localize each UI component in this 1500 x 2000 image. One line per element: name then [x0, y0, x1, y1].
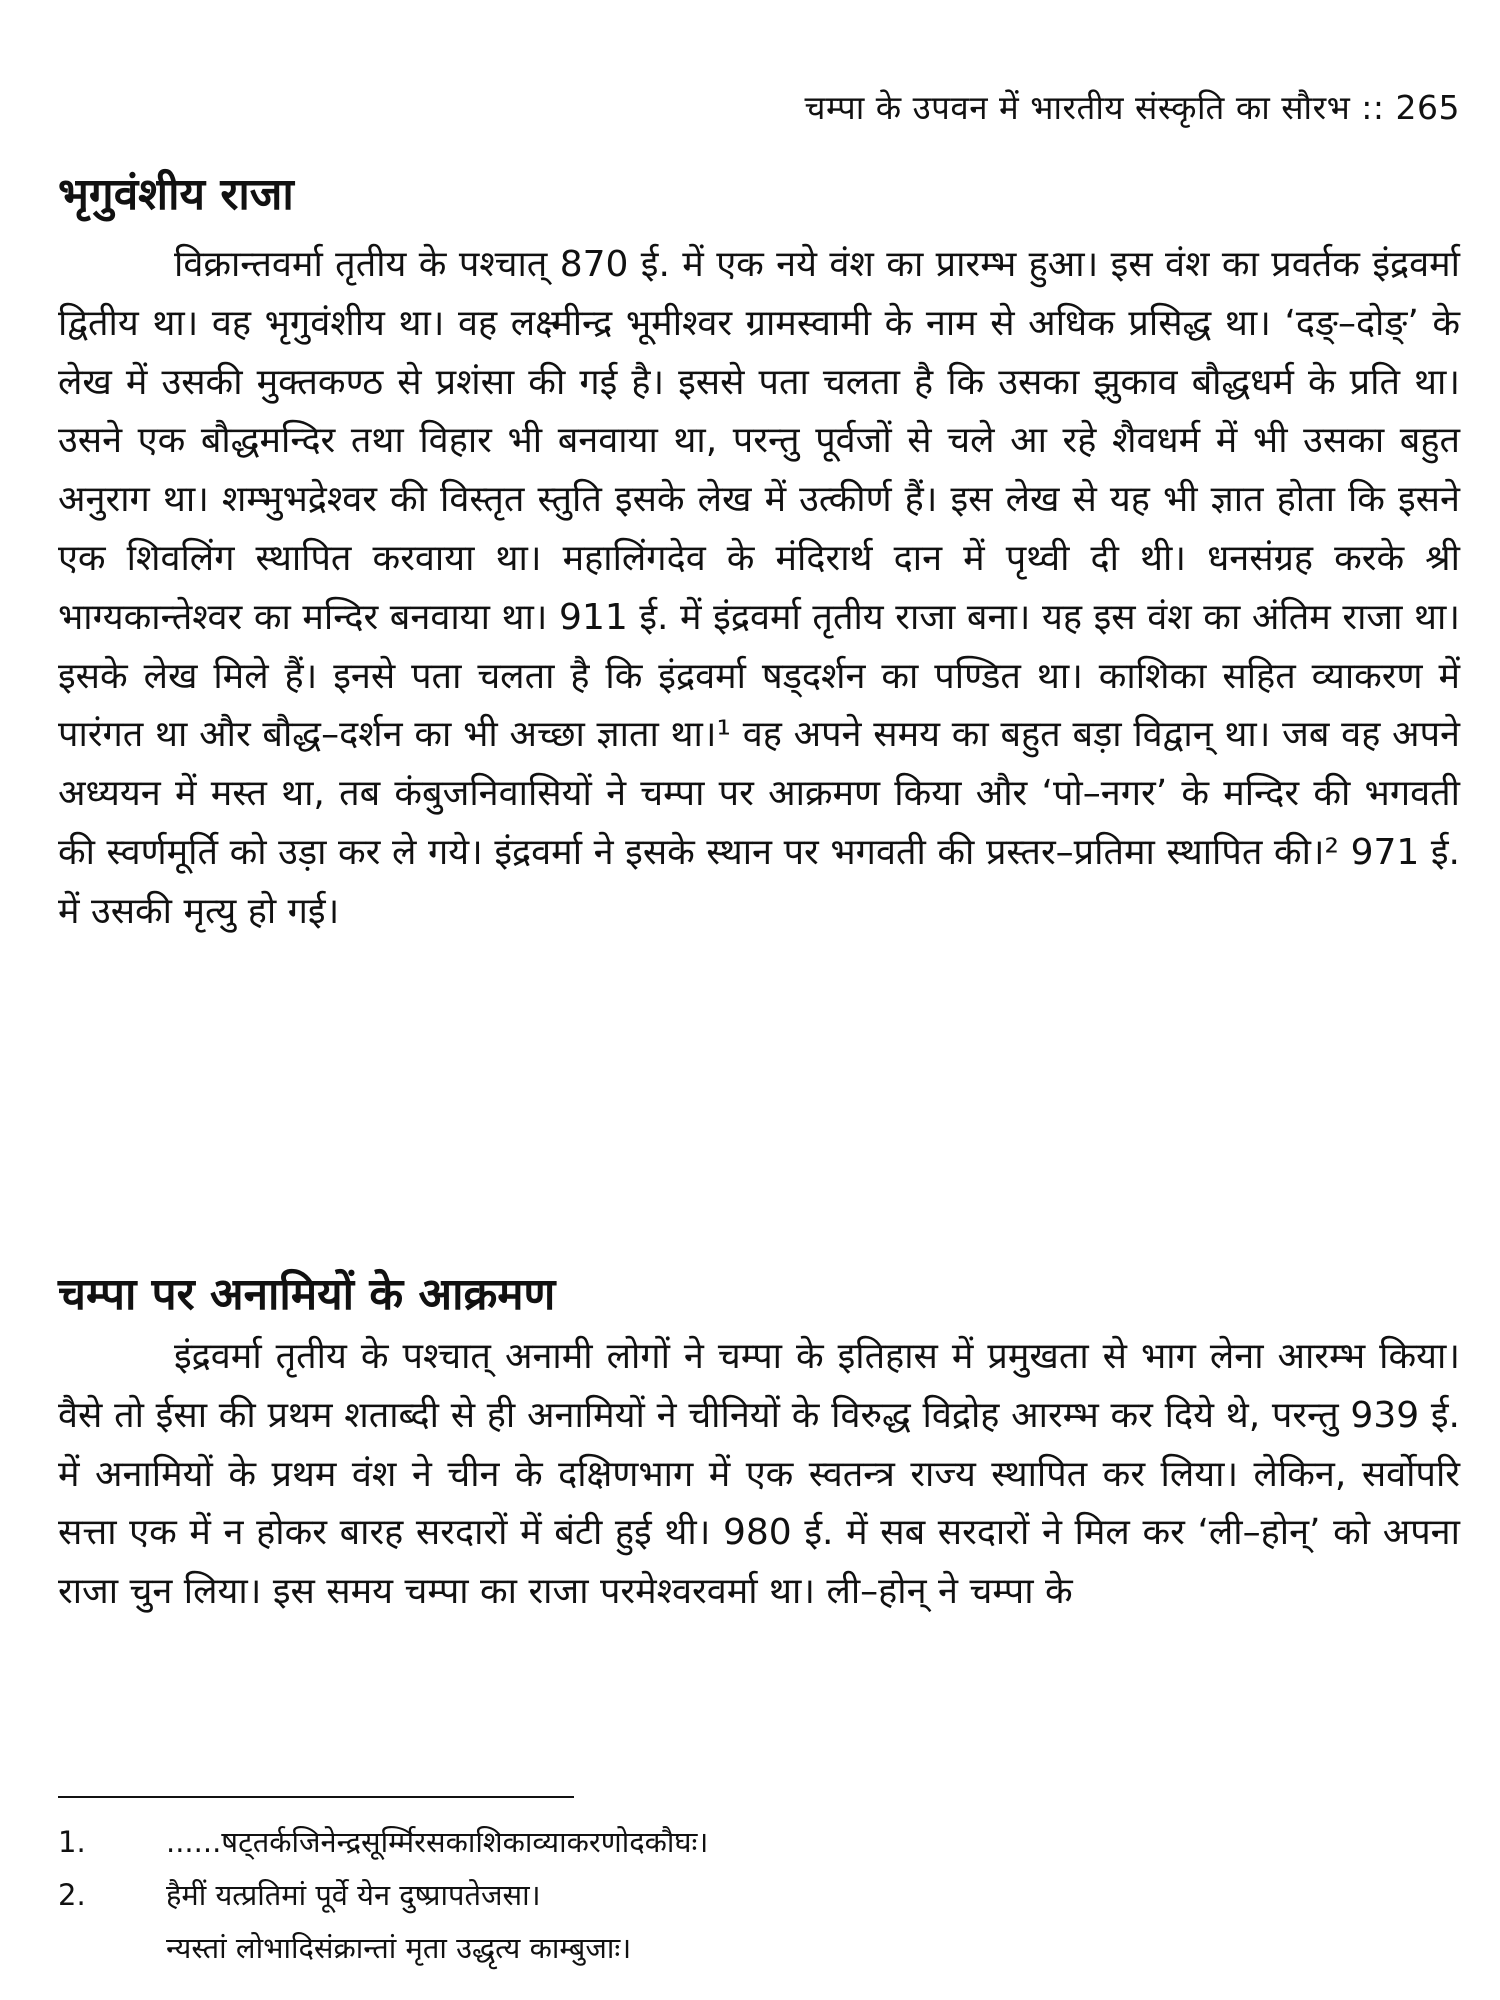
- section-paragraph: विक्रान्तवर्मा तृतीय के पश्चात् 870 ई. में एक नये वंश का प्रारम्भ हुआ। इस वंश का प्रवर्तक इंद्रवर्मा द्वितीय था। वह भृगुवंशीय था। वह लक्ष्मीन्द्र भूमीश्वर ग्रामस्वामी के नाम से अधिक प्रसिद्ध था। ‘दङ्–दोङ्’ के लेख में उसकी मुक्तकण्ठ से प्रशंसा की गई है। इससे पता चलता है कि उसका झुकाव बौद्धधर्म के प्रति था। उसने एक बौद्धमन्दिर तथा विहार भी बनवाया था, परन्तु पूर्वजों से चले आ रहे शैवधर्म में भी उसका बहुत अनुराग था। शम्भुभद्रेश्वर की विस्तृत स्तुति इसके लेख में उत्कीर्ण हैं। इस लेख से यह भी ज्ञात होता कि इसने एक शिवलिंग स्थापित करवाया था। महालिंगदेव के मंदिरार्थ दान में पृथ्वी दी थी। धनसंग्रह करके श्री भाग्यकान्तेश्वर का मन्दिर बनवाया था। 911 ई. में इंद्रवर्मा तृतीय राजा बना। यह इस वंश का अंतिम राजा था। इसके लेख मिले हैं। इनसे पता चलता है कि इंद्रवर्मा षड्दर्शन का पण्डित था। काशिका सहित व्याकरण में पारंगत था और बौद्ध–दर्शन का भी अच्छा ज्ञाता था।¹ वह अपने समय का बहुत बड़ा विद्वान् था। जब वह अपने अध्ययन में मस्त था, तब कंबुजनिवासियों ने चम्पा पर आक्रमण किया और ‘पो–नगर’ के मन्दिर की भगवती की स्वर्णमूर्ति को उड़ा कर ले गये। इंद्रवर्मा ने इसके स्थान पर भगवती की प्रस्तर–प्रतिमा स्थापित की।² 971 ई. में उसकी मृत्यु हो गई।: [58, 244, 1460, 932]
- footnote-text: हैमीं यत्प्रतिमां पूर्वे येन दुष्प्रापतेजसा।: [166, 1878, 541, 1912]
- footnote-number: 1.: [58, 1825, 86, 1859]
- section-title-bhriguvanshiya-raja: भृगुवंशीय राजा: [58, 169, 294, 220]
- running-header: चम्पा के उपवन में भारतीय संस्कृति का सौरभ :: 265: [804, 88, 1460, 127]
- footnote-text: न्यस्तां लोभादिसंक्रान्तां मृता उद्धृत्य काम्बुजाः।: [166, 1931, 632, 1965]
- footnote-divider: [58, 1796, 574, 1798]
- footnote-2-continuation: [58, 1928, 1460, 1967]
- book-page: [58, 0, 1460, 2000]
- section-paragraph: इंद्रवर्मा तृतीय के पश्चात् अनामी लोगों ने चम्पा के इतिहास में प्रमुखता से भाग लेना आरम्भ किया। वैसे तो ईसा की प्रथम शताब्दी से ही अनामियों ने चीनियों के विरुद्ध विद्रोह आरम्भ कर दिये थे, परन्तु 939 ई. में अनामियों के प्रथम वंश ने चीन के दक्षिणभाग में एक स्वतन्त्र राज्य स्थापित कर लिया। लेकिन, सर्वोपरि सत्ता एक में न होकर बारह सरदारों में बंटी हुई थी। 980 ई. में सब सरदारों ने मिल कर ‘ली–होन्’ को अपना राजा चुन लिया। इस समय चम्पा का राजा परमेश्वरवर्मा था। ली–होन् ने चम्पा के: [58, 1336, 1460, 1613]
- section-title-champa-anami-aakraman: चम्पा पर अनामियों के आक्रमण: [58, 1269, 556, 1320]
- footnote-text: ......षट्तर्कजिनेन्द्रसूर्म्मिरसकाशिकाव्याकरणोदकौघः।: [166, 1825, 709, 1859]
- footnote-2: [58, 1875, 1460, 1914]
- footnote-1: [58, 1822, 1460, 1861]
- footnote-number: 2.: [58, 1878, 86, 1912]
